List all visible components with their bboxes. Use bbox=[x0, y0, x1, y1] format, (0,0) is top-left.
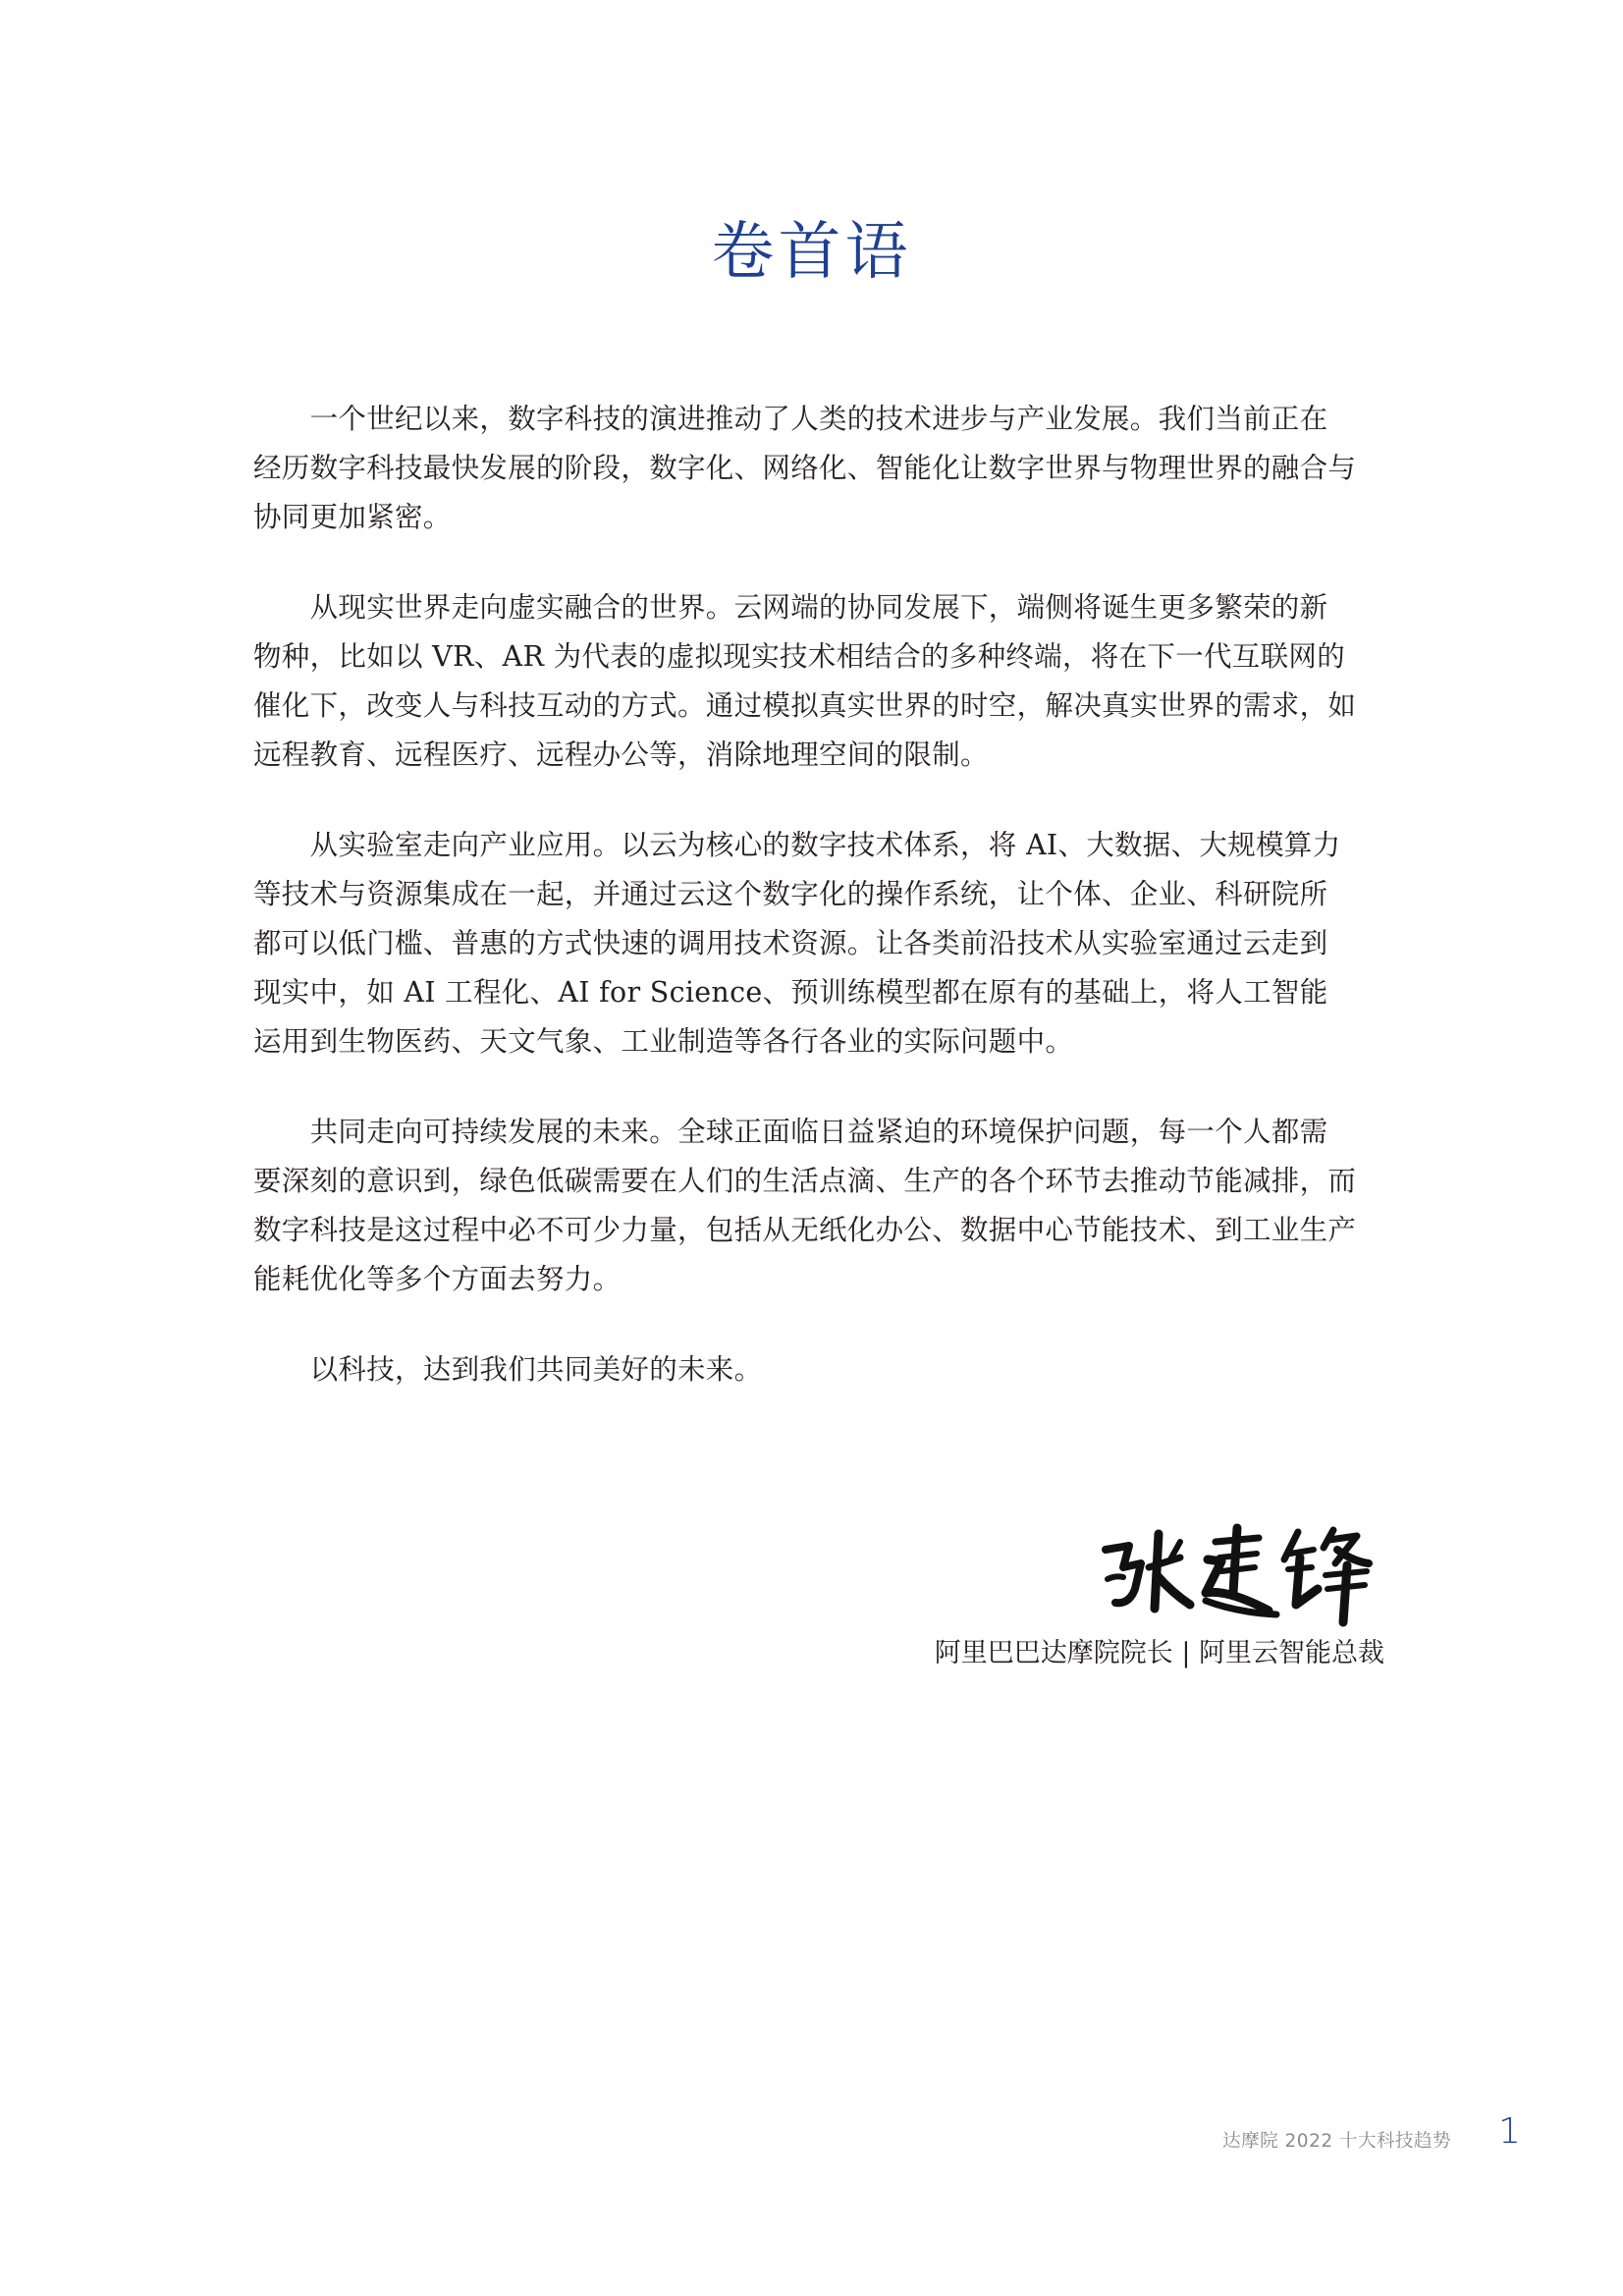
text-line: 一个世纪以来，数字科技的演进推动了人类的技术进步与产业发展。我们当前正在 bbox=[253, 403, 1328, 435]
text-line: 从实验室走向产业应用。以云为核心的数字技术体系，将 AI、大数据、大规模算力 bbox=[253, 829, 1341, 861]
text-line: 数字科技是这过程中必不可少力量，包括从无纸化办公、数据中心节能技术、到工业生产 bbox=[253, 1214, 1357, 1246]
text-line: 物种，比如以 VR、AR 为代表的虚拟现实技术相结合的多种终端，将在下一代互联网的 bbox=[253, 640, 1346, 673]
paragraph bbox=[253, 821, 1384, 1066]
text-line: 都可以低门槛、普惠的方式快速的调用技术资源。让各类前沿技术从实验室通过云走到 bbox=[253, 927, 1328, 959]
paragraph bbox=[253, 395, 1384, 542]
text-line: 现实中，如 AI 工程化、AI for Science、预训练模型都在原有的基础上，将人工智能 bbox=[253, 976, 1328, 1009]
text-line: 运用到生物医药、天文气象、工业制造等各行各业的实际问题中。 bbox=[253, 1025, 1074, 1058]
footer-label: 达摩院 2022 十大科技趋势 bbox=[1222, 2131, 1451, 2152]
page-title: 卷首语 bbox=[711, 216, 912, 289]
page-number: 1 bbox=[1498, 2111, 1521, 2152]
text-line: 经历数字科技最快发展的阶段，数字化、网络化、智能化让数字世界与物理世界的融合与 bbox=[253, 452, 1357, 484]
paragraph bbox=[253, 1108, 1384, 1304]
text-line: 能耗优化等多个方面去努力。 bbox=[253, 1263, 622, 1295]
paragraph bbox=[253, 1345, 1384, 1394]
text-line: 共同走向可持续发展的未来。全球正面临日益紧迫的环境保护问题，每一个人都需 bbox=[253, 1116, 1328, 1148]
text-line: 催化下，改变人与科技互动的方式。通过模拟真实世界的时空，解决真实世界的需求，如 bbox=[253, 689, 1357, 722]
text-line: 等技术与资源集成在一起，并通过云这个数字化的操作系统，让个体、企业、科研院所 bbox=[253, 878, 1328, 910]
paragraph bbox=[253, 583, 1384, 780]
text-line: 以科技，达到我们共同美好的未来。 bbox=[253, 1353, 763, 1386]
text-line: 要深刻的意识到，绿色低碳需要在人们的生活点滴、生产的各个环节去推动节能减排，而 bbox=[253, 1165, 1357, 1197]
text-line: 协同更加紧密。 bbox=[253, 501, 452, 533]
handwritten-signature bbox=[1090, 1503, 1384, 1640]
body-text bbox=[253, 395, 1384, 1436]
text-line: 从现实世界走向虚实融合的世界。云网端的协同发展下，端侧将诞生更多繁荣的新 bbox=[253, 591, 1328, 624]
signature-caption: 阿里巴巴达摩院院长 | 阿里云智能总裁 bbox=[934, 1638, 1384, 1668]
text-line: 远程教育、远程医疗、远程办公等，消除地理空间的限制。 bbox=[253, 738, 989, 771]
